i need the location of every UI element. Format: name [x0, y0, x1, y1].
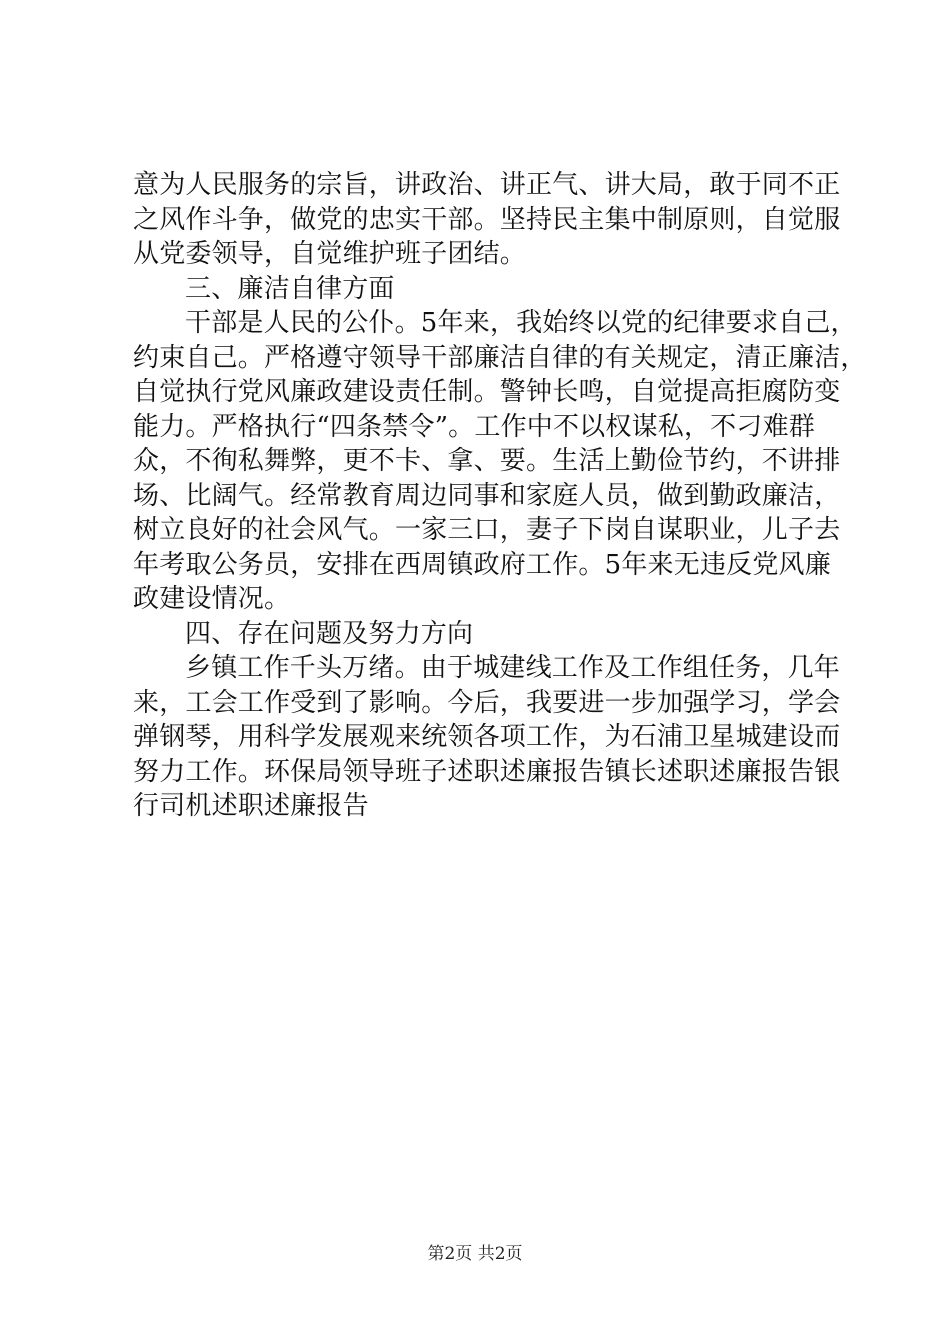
text-line: 场、比阔气。经常教育周边同事和家庭人员，做到勤政廉洁， — [133, 480, 841, 511]
text-line: 年考取公务员，安排在西周镇政府工作。5年来无违反党风廉 — [133, 549, 831, 580]
text-line: 来，工会工作受到了影响。今后，我要进一步加强学习，学会 — [133, 687, 841, 718]
page-number-footer: 第2页 共2页 — [427, 1244, 523, 1264]
text-line: 约束自己。严格遵守领导干部廉洁自律的有关规定，清正廉洁， — [133, 342, 867, 373]
paragraph-first-line: 乡镇工作千头万绪。由于城建线工作及工作组任务，几年 — [185, 653, 841, 683]
text-line: 意为人民服务的宗旨，讲政治、讲正气、讲大局，敢于同不正 — [133, 170, 841, 200]
text-line: 众，不徇私舞弊，更不卡、拿、要。生活上勤俭节约，不讲排 — [133, 446, 841, 476]
section-heading-wenti: 四、存在问题及努力方向 — [185, 618, 474, 649]
text-line: 自觉执行党风廉政建设责任制。警钟长鸣，自觉提高拒腐防变 — [133, 377, 841, 407]
document-body — [133, 168, 867, 824]
text-line: 政建设情况。 — [133, 584, 291, 614]
text-line: 能力。严格执行“四条禁令”。工作中不以权谋私，不刁难群 — [133, 411, 815, 442]
text-line: 努力工作。环保局领导班子述职述廉报告镇长述职述廉报告银 — [133, 756, 841, 787]
text-line: 树立良好的社会风气。一家三口，妻子下岗自谋职业，儿子去 — [133, 515, 841, 545]
text-line: 从党委领导，自觉维护班子团结。 — [133, 239, 527, 269]
section-heading-lianjie: 三、廉洁自律方面 — [185, 273, 395, 304]
paragraph-first-line: 干部是人民的公仆。5年来，我始终以党的纪律要求自己， — [185, 308, 857, 338]
text-line: 之风作斗争，做党的忠实干部。坚持民主集中制原则，自觉服 — [133, 204, 841, 235]
text-line: 行司机述职述廉报告 — [133, 791, 369, 821]
text-line: 弹钢琴，用科学发展观来统领各项工作，为石浦卫星城建设而 — [133, 722, 841, 752]
